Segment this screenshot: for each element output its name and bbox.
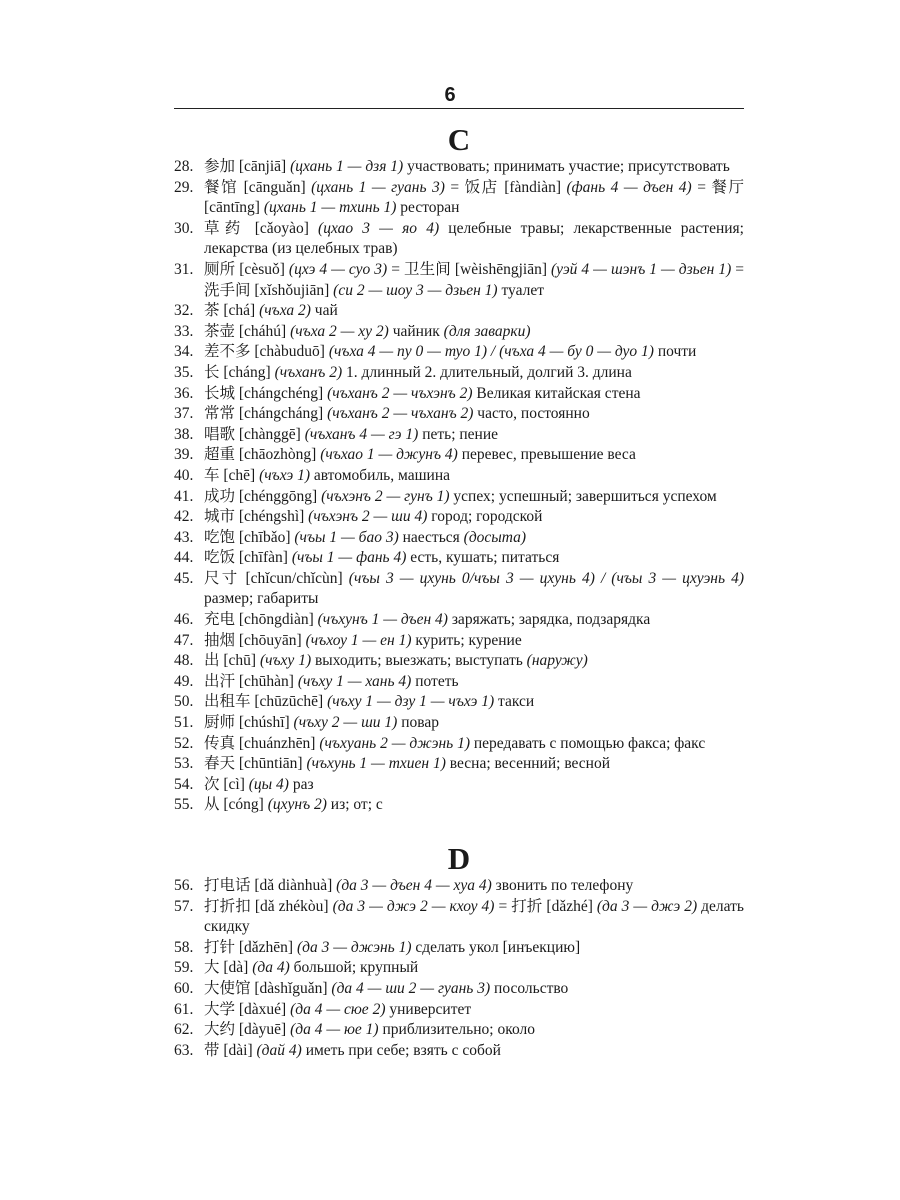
entry-number: 63.: [174, 1041, 194, 1059]
entry-text: [204, 1020, 744, 1041]
entry-text: [204, 876, 744, 897]
entry-segment: 从 [cóng]: [204, 796, 268, 814]
entry-text: [204, 958, 744, 979]
dictionary-entry: [174, 260, 744, 301]
dictionary-entry: [174, 342, 744, 363]
transcription: (цхань 1 — гуань 3): [311, 178, 445, 196]
transcription: (чъханъ 2 — чъхэнъ 2): [327, 384, 473, 402]
entry-segment: 成功 [chénggōng]: [204, 487, 322, 505]
entry-text: [204, 754, 744, 775]
transcription: (чъханъ 2 — чъханъ 2): [327, 405, 474, 423]
dictionary-entry: [174, 322, 744, 343]
entry-text: [204, 322, 744, 343]
entry-segment: 吃饱 [chībǎo]: [204, 528, 295, 546]
entry-segment: туалет: [497, 281, 544, 299]
entry-text: [204, 548, 744, 569]
entry-segment: размер; габариты: [204, 590, 319, 608]
entry-number: 31.: [174, 260, 194, 278]
section-letter: D: [447, 841, 471, 876]
entry-number: 51.: [174, 714, 194, 732]
entry-number: 62.: [174, 1021, 194, 1039]
transcription: (да 4): [252, 959, 290, 977]
entry-number: 54.: [174, 775, 194, 793]
entry-segment: 抽烟 [chōuyān]: [204, 631, 306, 649]
transcription: (уэй 4 — шэнъ 1 — дзьен 1): [551, 260, 732, 278]
transcription: (чъхуань 2 — джэнь 1): [319, 734, 470, 752]
entry-segment: автомобиль, машина: [310, 466, 450, 484]
dictionary-entry: [174, 734, 744, 755]
entry-number: 32.: [174, 302, 194, 320]
entry-number: 45.: [174, 569, 194, 587]
entry-segment: сделать укол [инъекцию]: [411, 938, 581, 956]
dictionary-entry: [174, 1041, 744, 1062]
entry-segment: иметь при себе; взять с собой: [301, 1041, 501, 1059]
entry-text: [204, 384, 744, 405]
transcription: (досыта): [463, 528, 527, 546]
transcription: (чъы 1 — фань 4): [291, 549, 407, 567]
entry-text: [204, 425, 744, 446]
entry-text: [204, 897, 744, 938]
entry-number: 29.: [174, 178, 194, 196]
entry-text: [204, 610, 744, 631]
transcription: (да 4 — сюе 2): [290, 1000, 386, 1018]
entry-text: [204, 569, 744, 610]
section-c: [174, 124, 744, 816]
entry-segment: приблизительно; около: [378, 1021, 535, 1039]
entry-segment: повар: [397, 714, 439, 732]
dictionary-entry: [174, 775, 744, 796]
entry-text: [204, 528, 744, 549]
transcription: (чъхао 1 — джунъ 4): [320, 446, 458, 464]
entry-segment: 长 [cháng]: [204, 363, 275, 381]
entry-segment: 大学 [dàxué]: [204, 1000, 291, 1018]
entry-segment: = 洗手间 [xǐshǒujiān]: [204, 260, 744, 299]
entry-segment: 吃饭 [chīfàn]: [204, 549, 292, 567]
entry-segment: 餐馆 [cānguǎn]: [204, 178, 312, 196]
entry-text: [204, 404, 744, 425]
entry-segment: 草药 [cǎoyào]: [204, 219, 319, 237]
entry-segment: 出 [chū]: [204, 652, 260, 670]
entry-segment: 传真 [chuánzhēn]: [204, 734, 320, 752]
dictionary-entry: [174, 1000, 744, 1021]
transcription: (цы 4): [248, 775, 289, 793]
entry-segment: 大使馆 [dàshǐguǎn]: [204, 979, 332, 997]
transcription: (чъхунъ 1 — дъен 4): [317, 611, 448, 629]
entry-text: [204, 466, 744, 487]
entry-number: 46.: [174, 611, 194, 629]
entry-number: 61.: [174, 1000, 194, 1018]
dictionary-entry: [174, 404, 744, 425]
dictionary-entry: [174, 713, 744, 734]
transcription: (чъхэнъ 2 — ши 4): [308, 508, 428, 526]
entry-segment: 茶壶 [cháhú]: [204, 322, 291, 340]
entry-number: 37.: [174, 405, 194, 423]
entry-segment: 出汗 [chūhàn]: [204, 672, 298, 690]
entry-segment: посольство: [490, 979, 569, 997]
entry-segment: 长城 [chángchéng]: [204, 384, 328, 402]
dictionary-entry: [174, 487, 744, 508]
entry-segment: весна; весенний; весной: [445, 755, 611, 773]
entry-number: 42.: [174, 508, 194, 526]
entry-segment: 厨师 [chúshī]: [204, 714, 294, 732]
entry-number: 38.: [174, 425, 194, 443]
entry-segment: ресторан: [396, 199, 460, 217]
transcription: (да 3 — джэ 2): [596, 897, 698, 915]
entry-number: 60.: [174, 979, 194, 997]
dictionary-entry: [174, 445, 744, 466]
entry-segment: университет: [385, 1000, 472, 1018]
entry-text: [204, 363, 744, 384]
section-letter: C: [447, 122, 471, 157]
entry-segment: чай: [310, 302, 338, 320]
entry-number: 55.: [174, 796, 194, 814]
entry-text: [204, 342, 744, 363]
transcription: (чъху 1 — хань 4): [297, 672, 412, 690]
entry-text: [204, 795, 744, 816]
dictionary-entry: [174, 754, 744, 775]
entry-number: 58.: [174, 938, 194, 956]
entry-segment: 出租车 [chūzūchē]: [204, 693, 328, 711]
dictionary-entry: [174, 876, 744, 897]
entry-text: [204, 979, 744, 1000]
dictionary-entry: [174, 672, 744, 693]
transcription: (си 2 — шоу 3 — дзьен 1): [333, 281, 498, 299]
entry-text: [204, 487, 744, 508]
dictionary-entry: [174, 157, 744, 178]
entry-number: 48.: [174, 652, 194, 670]
transcription: (цхань 1 — тхинь 1): [263, 199, 397, 217]
entry-text: [204, 301, 744, 322]
header-rule: [174, 108, 744, 109]
transcription: (чъху 1): [259, 652, 312, 670]
transcription: (чъхоу 1 — ен 1): [305, 631, 412, 649]
transcription: (чъха 2 — ху 2): [290, 322, 389, 340]
entry-segment: выходить; выезжать; выступать: [311, 652, 527, 670]
entry-text: [204, 260, 744, 301]
transcription: (чъха 4 — пу 0 — туо 1) / (чъха 4 — бу 0 — дуо 1): [328, 343, 654, 361]
dictionary-entry: [174, 897, 744, 938]
entry-segment: 车 [chē]: [204, 466, 260, 484]
dictionary-entry: [174, 384, 744, 405]
entry-text: [204, 692, 744, 713]
entry-segment: звонить по телефону: [491, 877, 634, 894]
transcription: (цхэ 4 — суо 3): [288, 260, 388, 278]
entry-text: [204, 938, 744, 959]
entry-segment: есть, кушать; питаться: [406, 549, 560, 567]
entry-number: 39.: [174, 446, 194, 464]
entry-segment: перевес, превышение веса: [457, 446, 636, 464]
transcription: (чъханъ 4 — гэ 1): [304, 425, 419, 443]
entry-number: 50.: [174, 693, 194, 711]
entry-segment: передавать с помощью факса; факс: [469, 734, 706, 752]
entry-segment: 超重 [chāozhòng]: [204, 446, 321, 464]
entry-text: [204, 445, 744, 466]
entry-segment: 差不多 [chàbuduō]: [204, 343, 329, 361]
entry-segment: 春天 [chūntiān]: [204, 755, 307, 773]
entry-segment: 打电话 [dǎ diànhuà]: [204, 877, 337, 894]
entry-segment: = 打折 [dǎzhé]: [494, 897, 597, 915]
entry-segment: наесться: [398, 528, 464, 546]
entry-text: [204, 631, 744, 652]
transcription: (для заварки): [443, 322, 531, 340]
transcription: (чъху 2 — ши 1): [293, 714, 398, 732]
entry-segment: потеть: [411, 672, 459, 690]
entry-segment: 茶 [chá]: [204, 302, 260, 320]
entry-text: [204, 775, 744, 796]
entry-segment: 1. длинный 2. длительный, долгий 3. длина: [342, 363, 632, 381]
entry-number: 49.: [174, 672, 194, 690]
entry-number: 52.: [174, 734, 194, 752]
entry-text: [204, 734, 744, 755]
entry-number: 44.: [174, 549, 194, 567]
entry-text: [204, 178, 744, 219]
entry-segment: делать скидку: [204, 897, 744, 936]
entry-number: 30.: [174, 219, 194, 237]
entry-segment: участвовать; принимать участие; присутствовать: [403, 158, 730, 175]
entry-number: 53.: [174, 755, 194, 773]
transcription: (чъханъ 2): [274, 363, 343, 381]
transcription: (дай 4): [256, 1041, 302, 1059]
dictionary-entry: [174, 958, 744, 979]
entry-number: 33.: [174, 322, 194, 340]
entry-segment: Великая китайская стена: [472, 384, 641, 402]
transcription: (чъы 1 — бао 3): [294, 528, 399, 546]
section-d: [174, 843, 744, 1061]
dictionary-entry: [174, 301, 744, 322]
entry-segment: 充电 [chōngdiàn]: [204, 611, 318, 629]
entry-segment: 次 [cì]: [204, 775, 249, 793]
dictionary-entry: [174, 631, 744, 652]
transcription: (наружу): [526, 652, 588, 670]
entry-segment: чайник: [388, 322, 444, 340]
entry-text: [204, 219, 744, 260]
entry-segment: раз: [288, 775, 314, 793]
dictionary-entry: [174, 528, 744, 549]
transcription: (фань 4 — дъен 4): [566, 178, 692, 196]
transcription: (цхунъ 2): [267, 796, 327, 814]
entry-text: [204, 507, 744, 528]
transcription: (да 3 — дъен 4 — хуа 4): [336, 877, 492, 894]
entry-number: 59.: [174, 959, 194, 977]
dictionary-entry: [174, 548, 744, 569]
entry-segment: 参加 [cānjiā]: [204, 158, 291, 175]
page-number: 6: [444, 84, 456, 106]
entry-text: [204, 651, 744, 672]
entry-segment: 厕所 [cèsuǒ]: [204, 260, 289, 278]
transcription: (да 4 — ши 2 — гуань 3): [331, 979, 491, 997]
entry-segment: 常常 [chángcháng]: [204, 405, 328, 423]
transcription: (да 3 — джэ 2 — кхоу 4): [332, 897, 495, 915]
entry-text: [204, 1041, 744, 1062]
entry-text: [204, 1000, 744, 1021]
entry-segment: 尺寸 [chǐcun/chǐcùn]: [204, 569, 349, 587]
transcription: (да 4 — юе 1): [290, 1021, 379, 1039]
entry-segment: = 卫生间 [wèishēngjiān]: [387, 260, 551, 278]
entry-segment: из; от; с: [326, 796, 383, 814]
dictionary-entry: [174, 569, 744, 610]
entry-number: 34.: [174, 343, 194, 361]
entry-segment: целебные травы; лекарственные растения; лекарства (из целебных трав): [204, 219, 744, 258]
entry-segment: 城市 [chéngshì]: [204, 508, 309, 526]
entry-number: 43.: [174, 528, 194, 546]
entry-segment: 唱歌 [chànggē]: [204, 425, 305, 443]
entry-number: 40.: [174, 466, 194, 484]
entry-segment: петь; пение: [418, 425, 499, 443]
transcription: (цхань 1 — дзя 1): [290, 158, 404, 175]
entry-segment: город; городской: [427, 508, 543, 526]
entry-segment: = 餐厅 [cāntīng]: [204, 178, 745, 217]
dictionary-entry: [174, 363, 744, 384]
entry-segment: = 饭店 [fàndiàn]: [444, 178, 567, 196]
dictionary-content: [174, 124, 744, 1061]
entry-number: 57.: [174, 897, 194, 915]
dictionary-entry: [174, 795, 744, 816]
entry-number: 56.: [174, 877, 194, 894]
dictionary-entry: [174, 466, 744, 487]
entry-number: 36.: [174, 384, 194, 402]
dictionary-entry: [174, 507, 744, 528]
entry-segment: 打针 [dǎzhēn]: [204, 938, 297, 956]
dictionary-entry: [174, 610, 744, 631]
entry-number: 41.: [174, 487, 194, 505]
entry-segment: 大 [dà]: [204, 959, 253, 977]
transcription: (чъху 1 — дзу 1 — чъхэ 1): [327, 693, 495, 711]
entry-number: 47.: [174, 631, 194, 649]
transcription: (да 3 — джэнь 1): [296, 938, 412, 956]
entry-segment: почти: [653, 343, 697, 361]
entry-text: [204, 713, 744, 734]
transcription: (чъха 2): [259, 302, 311, 320]
dictionary-entry: [174, 178, 744, 219]
dictionary-entry: [174, 692, 744, 713]
entry-text: [204, 157, 744, 178]
entry-segment: 大约 [dàyuē]: [204, 1021, 291, 1039]
entry-segment: курить; курение: [411, 631, 522, 649]
transcription: (чъы 3 — цхунь 0/чъы 3 — цхунь 4) / (чъы 3 — цхуэнь 4): [348, 569, 744, 587]
dictionary-entry: [174, 425, 744, 446]
entry-segment: большой; крупный: [289, 959, 419, 977]
dictionary-entry: [174, 219, 744, 260]
entry-number: 28.: [174, 158, 194, 175]
dictionary-entry: [174, 1020, 744, 1041]
transcription: (чъхэнъ 2 — гунъ 1): [321, 487, 450, 505]
entry-text: [204, 672, 744, 693]
entry-segment: заряжать; зарядка, подзарядка: [447, 611, 651, 629]
entry-segment: 打折扣 [dǎ zhékòu]: [204, 897, 333, 915]
transcription: (чъхунь 1 — тхиен 1): [306, 755, 446, 773]
entry-number: 35.: [174, 363, 194, 381]
entry-segment: часто, постоянно: [473, 405, 590, 423]
entry-segment: 带 [dài]: [204, 1041, 257, 1059]
entry-segment: такси: [494, 693, 535, 711]
dictionary-entry: [174, 651, 744, 672]
dictionary-entry: [174, 938, 744, 959]
entry-segment: успех; успешный; завершиться успехом: [449, 487, 717, 505]
transcription: (цхао 3 — яо 4): [318, 219, 440, 237]
transcription: (чъхэ 1): [259, 466, 310, 484]
dictionary-entry: [174, 979, 744, 1000]
